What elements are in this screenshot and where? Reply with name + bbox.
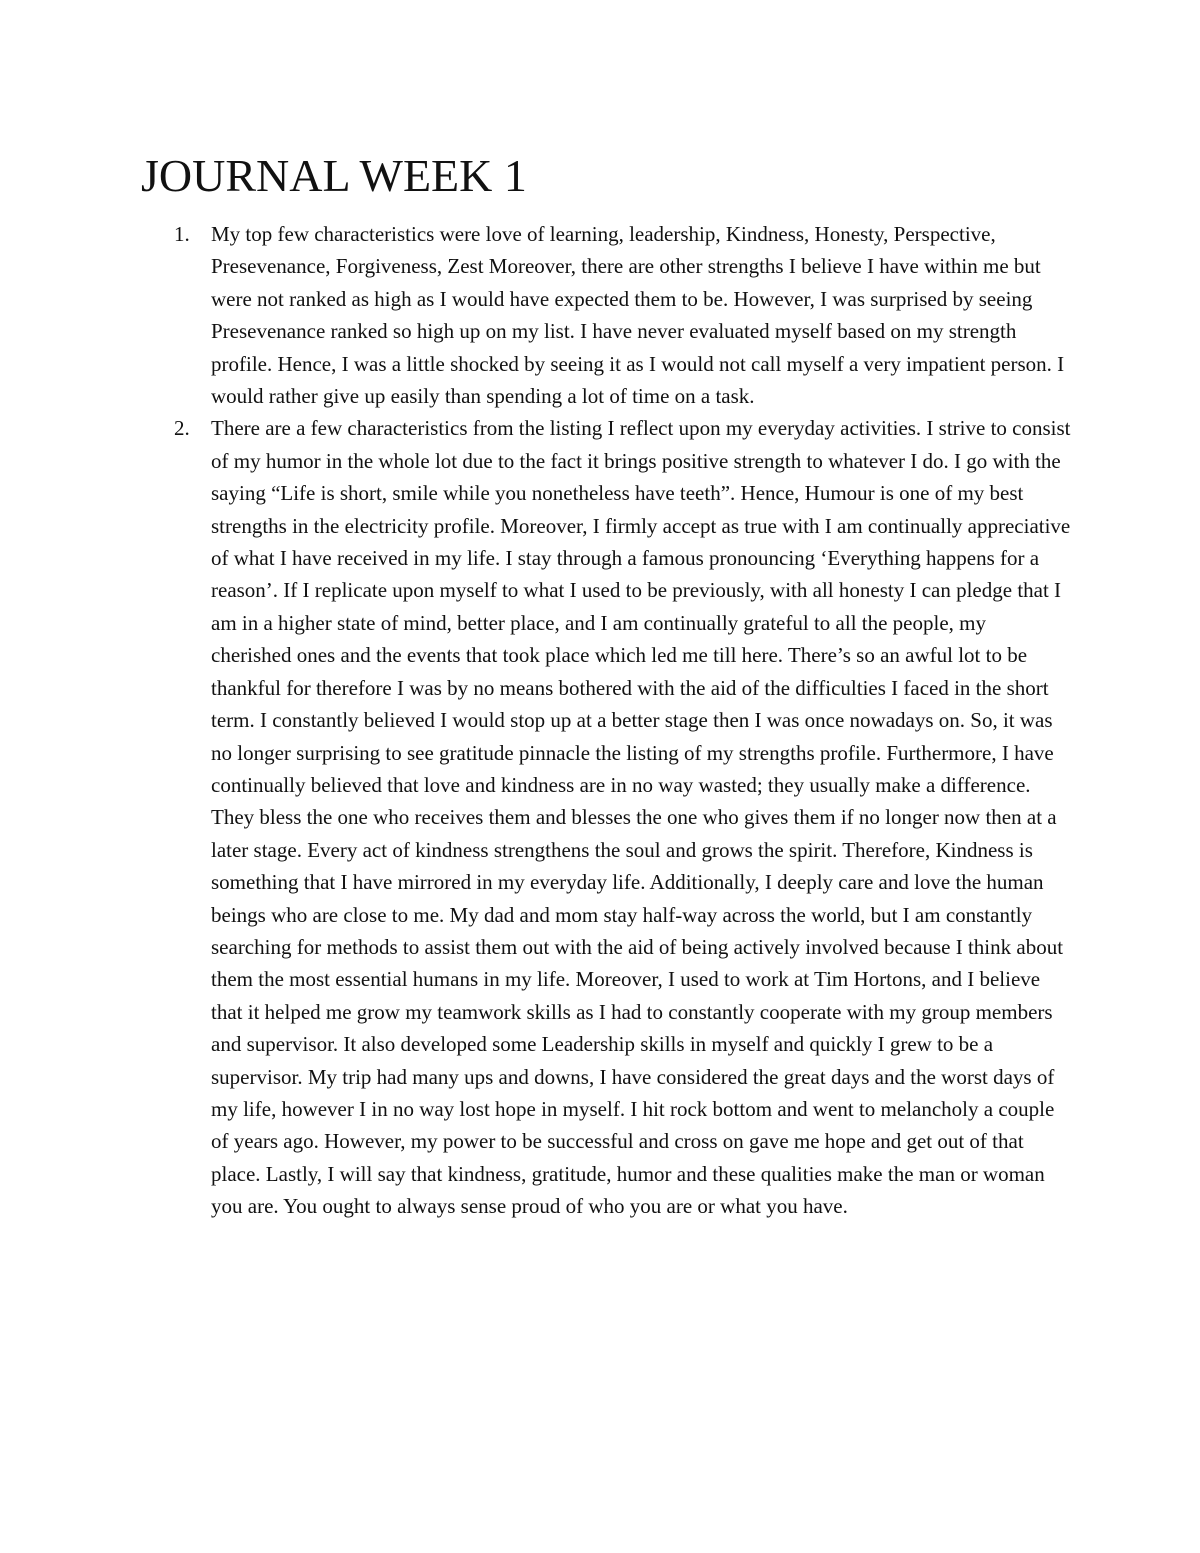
answer-2-text: There are a few characteristics from the listing I reflect upon my everyday activities. I strive to consist of my humor in the whole lot due to the fact it brings positive strength to whatever I do. I go with the saying “Life is short, smile while you nonetheless have teeth”. Hence, Humour is one of my best strengths in the electricity profile. Moreover, I firmly accept as true with I am continually appreciative of what I have received in my life. I stay through a famous pronouncing ‘Everything happens for a reason’. If I replicate upon myself to what I used to be previously, with all honesty I can pledge that I am in a higher state of mind, better place, and I am continually grateful to all the people, my cherished ones and the events that took place which led me till here. There’s so an awful lot to be thankful for therefore I was by no means bothered with the aid of the difficulties I faced in the short term. I constantly believed I would stop up at a better stage then I was once nowadays on. So, it was no longer surprising to see gratitude pinnacle the listing of my strengths profile. Furthermore, I have continually believed that love and kindness are in no way wasted; they usually make a difference. They bless the one who receives them and blesses the one who gives them if no longer now then at a later stage. Every act of kindness strengthens the soul and grows the spirit. Therefore, Kindness is something that I have mirrored in my everyday life. Additionally, I deeply care and love the human beings who are close to me. My dad and mom stay half-way across the world, but I am constantly searching for methods to assist them out with the aid of being actively involved because I think about them the most essential humans in my life. Moreover, I used to work at Tim Hortons, and I believe that it helped me grow my teamwork skills as I had to constantly cooperate with my group members and supervisor. It also developed some Leadership skills in myself and quickly I grew to be a supervisor. My trip had many ups and downs, I have considered the great days and the worst days of my life, however I in no way lost hope in myself. I hit rock bottom and went to melancholy a couple of years ago. However, my power to be successful and cross on gave me hope and get out of that place. Lastly, I will say that kindness, gratitude, humor and these qualities make the man or woman you are. You ought to always sense proud of who you are or what you have. xyxy=(211,416,1071,1219)
document-title: JOURNAL WEEK 1 xyxy=(141,150,527,201)
journal-answer-2 xyxy=(174,412,1071,1222)
journal-answer-list xyxy=(174,218,1071,1223)
answer-2-number: 2. xyxy=(174,416,190,441)
answer-1-number: 1. xyxy=(174,222,190,246)
journal-answer-1 xyxy=(174,218,1071,412)
answer-1-text: My top few characteristics were love of learning, leadership, Kindness, Honesty, Perspective, Presevenance, Forgiveness, Zest Moreover, there are other strengths I believe I have within me but were not ranked as high as I would have expected them to be. However, I was surprised by seeing Presevenance ranked so high up on my list. I have never evaluated myself based on my strength profile. Hence, I was a little shocked by seeing it as I would not call myself a very impatient person. I would rather give up easily than spending a lot of time on a task. xyxy=(211,222,1065,409)
